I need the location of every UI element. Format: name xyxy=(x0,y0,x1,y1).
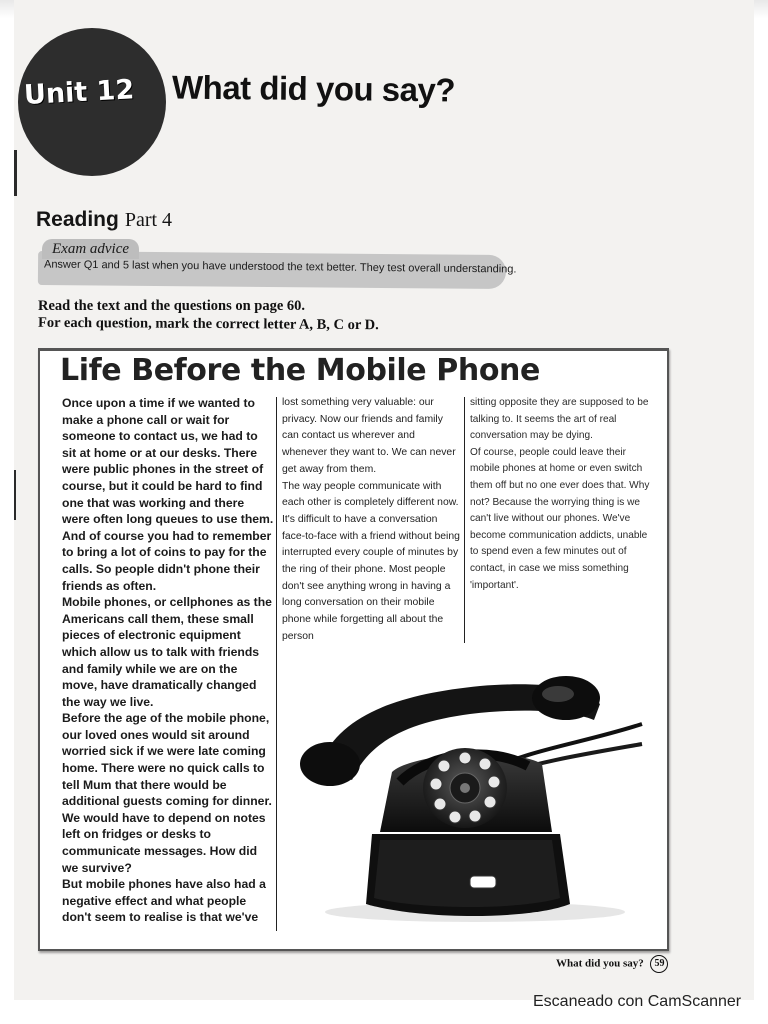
task-instructions xyxy=(38,297,379,333)
article-paragraph: Of course, people could leave their mobile phones at home or even switch them off but no one ever does that. Why not? Because the worrying thing is we can't live without our phones. We've become communication addicts, unable to spend even a few minutes out of contact, in case we miss something 'important'. xyxy=(470,446,650,591)
article-paragraph: Before the age of the mobile phone, our loved ones would sit around worried sick if we were late coming home. There were no quick calls to tell Mum that there would be additional guests coming for dinner. We would have to depend on notes left on fridges or desks to communicate messages. How did we survive? xyxy=(62,711,272,875)
running-title: What did you say? xyxy=(556,957,644,970)
binding-edge xyxy=(14,470,16,520)
unit-label: Unit 12 xyxy=(23,74,135,111)
exam-advice-tab: Exam advice xyxy=(42,239,139,259)
article-paragraph: Mobile phones, or cellphones as the Americans call them, these small pieces of electronic equipment which allow us to talk with friends and family while we are on the move, have dramatically changed the way we live. xyxy=(62,595,272,709)
article-paragraph: The way people communicate with each other is completely different now. It's difficult to have a conversation face-to-face with a friend without being interrupted every couple of minutes by the ring of their phone. Most people don't see anything wrong in having a long conversation on their mobile phone while forgetting all about the person xyxy=(282,480,460,642)
instruction-line: Read the text and the questions on page 60. xyxy=(38,298,306,314)
page-footer xyxy=(556,955,668,973)
article-paragraph: But mobile phones have also had a negative effect and what people don't seem to realise is that we've xyxy=(62,877,266,925)
page-number: 59 xyxy=(650,955,668,973)
exam-advice-text: Answer Q1 and 5 last when you have understood the text better. They test overall understanding. xyxy=(43,258,517,276)
rotary-telephone-icon xyxy=(280,654,646,932)
binding-edge xyxy=(14,150,17,196)
column-divider xyxy=(276,397,277,931)
section-part-label: Part 4 xyxy=(124,209,173,231)
instruction-line: For each question, mark the correct letter A, B, C or D. xyxy=(37,314,379,334)
unit-title: What did you say? xyxy=(171,68,456,109)
scanner-watermark: Escaneado con CamScanner xyxy=(533,993,742,1010)
article-column-1 xyxy=(62,395,274,926)
article-paragraph: sitting opposite they are supposed to be talking to. It seems the art of real conversation may be dying. xyxy=(470,397,649,442)
section-heading xyxy=(36,208,172,232)
column-divider xyxy=(464,397,465,643)
article-title: Life Before the Mobile Phone xyxy=(60,353,540,388)
article-column-3 xyxy=(470,395,650,594)
article-paragraph: lost something very valuable: our privacy. Now our friends and family can contact us wherever and whenever they want to. We can never get away from them. xyxy=(282,397,456,475)
article-paragraph: Once upon a time if we wanted to make a phone call or wait for someone to contact us, we had to sit at home or at our desks. There were public phones in the street of course, but it could be hard to find one that was working and there were often long queues to use them. And of course you had to remember to bring a lot of coins to pay for the calls. So people didn't phone their friends as often. xyxy=(62,396,274,593)
article-column-2 xyxy=(282,395,460,646)
reading-article xyxy=(38,348,669,951)
section-heading-label: Reading xyxy=(36,208,119,231)
